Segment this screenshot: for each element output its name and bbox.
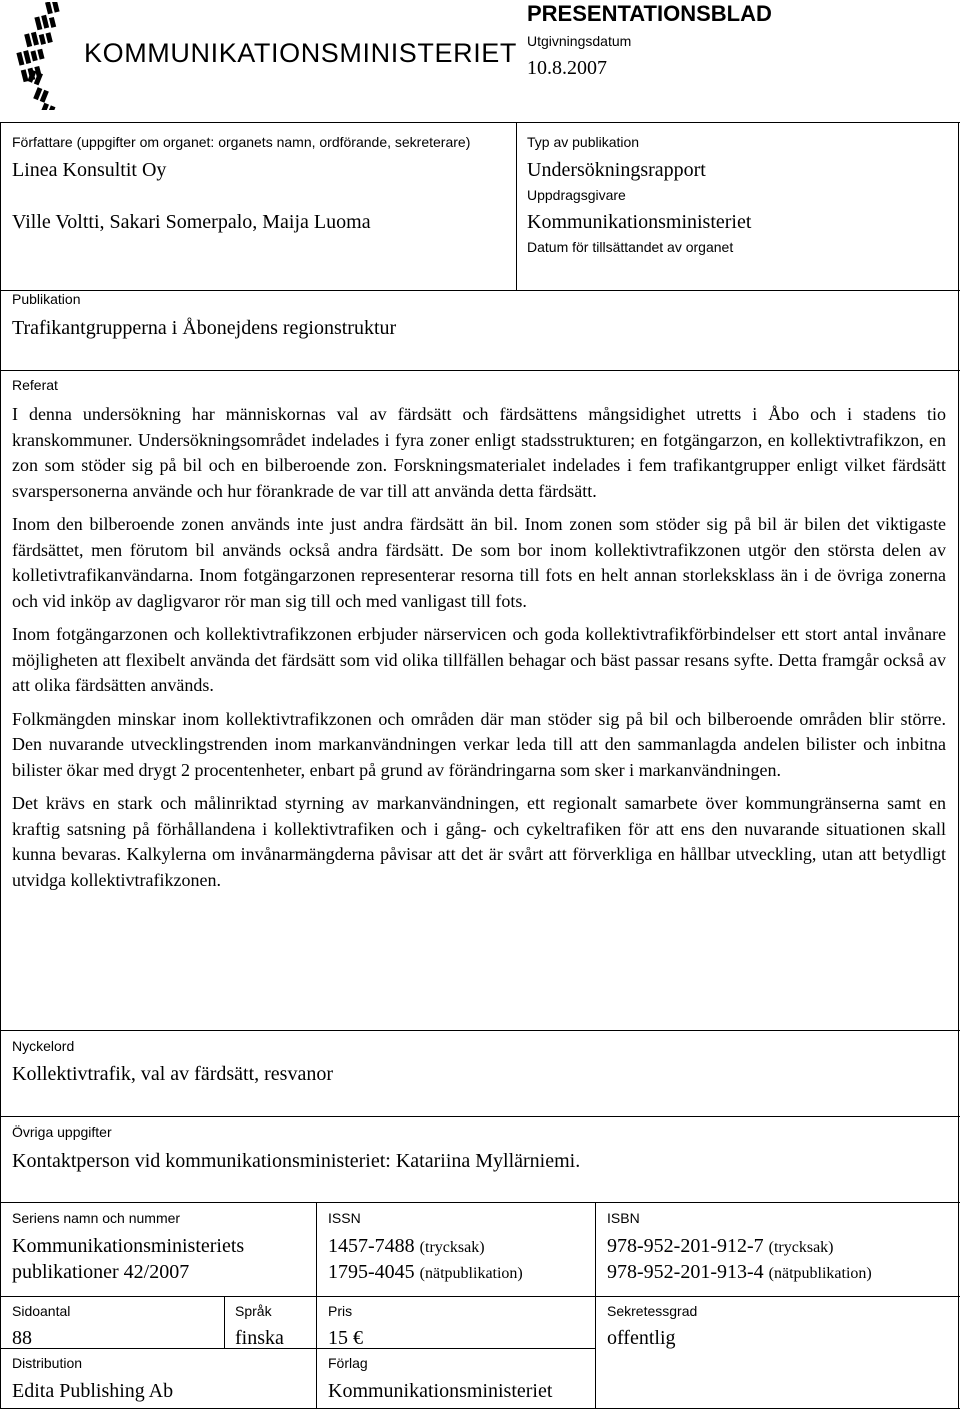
referat-paragraph: Folkmängden minskar inom kollektivtrafikzonen och områden där man stöder sig på bil och bilberoende områden blir större. Den nuvarande utvecklingstrenden inom markanvändningen verkar leda till att den sammanlagda andelen bilister och inbitna bilister ökar med drygt 2 procentenheter, enbart på grund av förändringarna som sker i markanvändningen. xyxy=(12,708,946,780)
frame-top-border xyxy=(0,122,960,123)
publication-label: Publikation xyxy=(12,291,81,307)
series-line-1: Kommunikationsministeriets xyxy=(12,1235,245,1257)
referat-paragraph: Det krävs en stark och målinriktad styrning av markanvändningen, ett regionalt samarbete över kommungränserna samt en kraftig satsning på förhållandena i kollektivtrafiken och i gång- och cykeltrafiken för att ens den nuvarande situationen skall kunna bevaras. Kalkylerna om invånarmängderna påvisar att det är svårt att förverkliga en hållbar utveckling, utan att betydligt utvidga kollektivtrafikzonen. xyxy=(12,793,946,890)
grid-divider-2 xyxy=(595,1202,596,1408)
issn-web-note: (nätpublikation) xyxy=(419,1265,523,1282)
author-label: Författare (uppgifter om organet: organets namn, ordförande, sekreterare) xyxy=(12,134,471,150)
publication-type-value: Undersökningsrapport xyxy=(527,159,706,181)
publication-title: Trafikantgrupperna i Åbonejdens regionstruktur xyxy=(12,317,397,339)
series-section-border xyxy=(0,1202,960,1203)
isbn-web xyxy=(607,1260,872,1286)
other-info-label: Övriga uppgifter xyxy=(12,1124,112,1140)
issn-print-number: 1457-7488 xyxy=(328,1235,415,1257)
publication-section-border xyxy=(0,290,960,291)
isbn-print-note: (trycksak) xyxy=(768,1239,834,1256)
author-organization: Linea Konsultit Oy xyxy=(12,159,167,181)
frame-right-border xyxy=(958,122,959,1409)
isbn-label: ISBN xyxy=(607,1210,640,1226)
frame-left-border xyxy=(0,122,1,1409)
issn-label: ISSN xyxy=(328,1210,361,1226)
ministry-logo-text: KOMMUNIKATIONSMINISTERIET xyxy=(84,38,518,68)
isbn-web-note: (nätpublikation) xyxy=(768,1265,872,1282)
grid-divider-1 xyxy=(316,1202,317,1408)
grid-divider-language xyxy=(224,1296,225,1348)
pages-label: Sidoantal xyxy=(12,1303,71,1319)
secrecy-value: offentlig xyxy=(607,1327,676,1349)
other-section-border xyxy=(0,1116,960,1117)
top-section-divider xyxy=(516,122,517,290)
isbn-print-number: 978-952-201-912-7 xyxy=(607,1235,764,1257)
referat-paragraph: I denna undersökning har människornas val av färdsätt och färdsättens mångsidighet utretts i Åbo och i stadens tio kranskommuner. Undersökningsområdet indelades i fyra zoner enligt stadsstrukturen; en fotgängarzon, en kollektivtrafikzon, en zon som stöder sig på bil och en bilberoende zon. Forskningsmaterialet indelades i fem trafikantgrupper enligt vilket färdsätt svarspersonerna använde och hur förankrade de var till att använda detta färdsätt. xyxy=(12,404,946,501)
price-label: Pris xyxy=(328,1303,353,1319)
isbn-web-number: 978-952-201-913-4 xyxy=(607,1261,764,1283)
publication-date-value: 10.8.2007 xyxy=(527,57,607,79)
secrecy-label: Sekretessgrad xyxy=(607,1303,698,1319)
referat-paragraph: Inom den bilberoende zonen används inte just andra färdsätt än bil. Inom zonen som stöder sig på bil är bilen det viktigaste färdsättet, men förutom bil används också andra färdsätt. De som bor inom kollektivtrafikzonen utgör den största delen av kolletivtrafikanvändarna. Inom fotgängarzonen representerar resorna till fots en helt annan storleksklass än i de övriga zonerna och vid inköp av dagligvaror rör man sig till och med vanligast till fots. xyxy=(12,514,946,611)
referat-body xyxy=(12,402,946,901)
pages-value: 88 xyxy=(12,1327,32,1349)
publication-date-label: Utgivningsdatum xyxy=(527,33,632,49)
issn-web xyxy=(328,1260,523,1286)
issn-print-note: (trycksak) xyxy=(419,1239,485,1256)
ministry-emblem-icon xyxy=(8,2,84,110)
keywords-section-border xyxy=(0,1030,960,1031)
issn-print xyxy=(328,1234,485,1260)
distribution-label: Distribution xyxy=(12,1355,83,1371)
issn-web-number: 1795-4045 xyxy=(328,1261,415,1283)
language-value: finska xyxy=(235,1327,284,1349)
commissioner-value: Kommunikationsministeriet xyxy=(527,211,752,233)
publisher-label: Förlag xyxy=(328,1355,368,1371)
pages-section-border xyxy=(0,1296,960,1297)
keywords-label: Nyckelord xyxy=(12,1038,75,1054)
publication-type-label: Typ av publikation xyxy=(527,134,640,150)
referat-paragraph: Inom fotgängarzonen och kollektivtrafikzonen erbjuder närservicen och goda kollektivtrafikförbindelser ett stort antal invånare möjligheten att flexibelt använda det färdsätt som vid olika tillfällen behagar och bäst passar resans syfte. Detta framgår också av att olika färdsätten används. xyxy=(12,624,946,695)
other-info-value: Kontaktperson vid kommunikationsministeriet: Katariina Myllärniemi. xyxy=(12,1150,581,1172)
author-names: Ville Voltti, Sakari Somerpalo, Maija Luoma xyxy=(12,211,371,233)
referat-label: Referat xyxy=(12,377,58,393)
distribution-value: Edita Publishing Ab xyxy=(12,1380,174,1402)
appointment-date-label: Datum för tillsättandet av organet xyxy=(527,239,734,255)
document-type-title: PRESENTATIONSBLAD xyxy=(527,1,772,26)
series-line-2: publikationer 42/2007 xyxy=(12,1261,190,1283)
publisher-value: Kommunikationsministeriet xyxy=(328,1380,553,1402)
isbn-print xyxy=(607,1234,834,1260)
series-label: Seriens namn och nummer xyxy=(12,1210,181,1226)
price-value: 15 € xyxy=(328,1327,363,1349)
keywords-value: Kollektivtrafik, val av färdsätt, resvanor xyxy=(12,1063,333,1085)
language-label: Språk xyxy=(235,1303,272,1319)
referat-section-border xyxy=(0,370,960,371)
commissioner-label: Uppdragsgivare xyxy=(527,187,626,203)
